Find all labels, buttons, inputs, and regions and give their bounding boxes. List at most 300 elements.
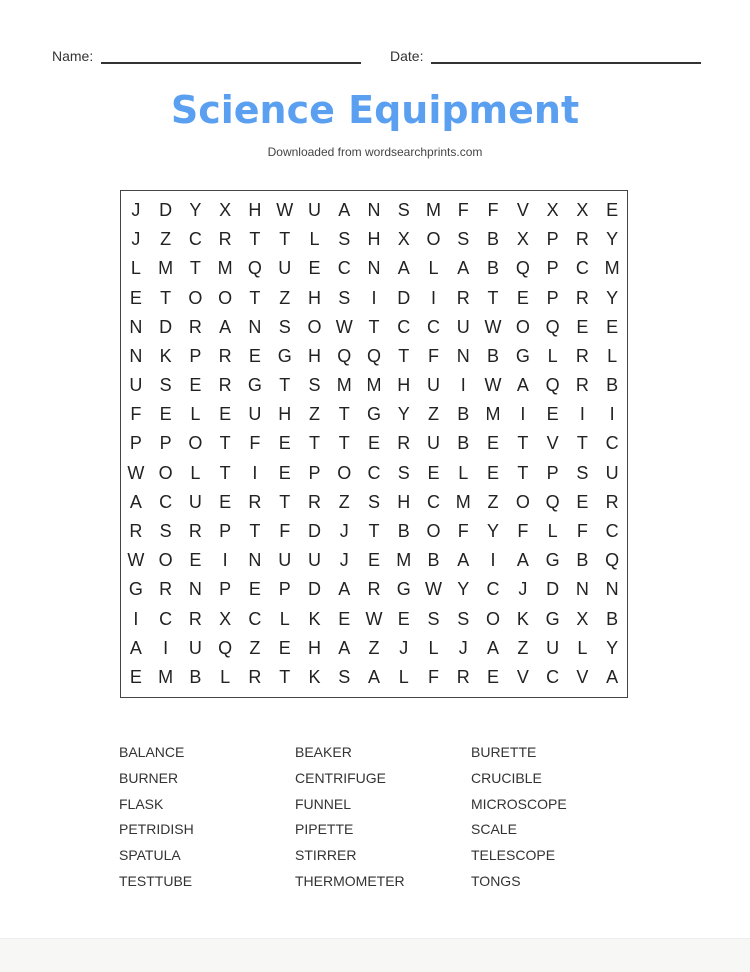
grid-letter[interactable]: P <box>546 462 559 483</box>
grid-letter[interactable]: S <box>338 287 351 308</box>
grid-letter[interactable]: U <box>546 637 560 658</box>
grid-letter[interactable]: G <box>396 579 411 600</box>
grid-letter[interactable]: U <box>307 550 321 571</box>
grid-letter[interactable]: K <box>308 608 321 629</box>
grid-letter[interactable]: L <box>428 258 439 279</box>
grid-letter[interactable]: O <box>188 433 203 454</box>
grid-letter[interactable]: R <box>307 491 321 512</box>
grid-letter[interactable]: R <box>367 579 381 600</box>
grid-letter[interactable]: E <box>576 316 589 337</box>
grid-letter[interactable]: F <box>457 521 469 542</box>
grid-letter[interactable]: R <box>575 287 589 308</box>
grid-letter[interactable]: L <box>398 666 409 687</box>
grid-letter[interactable]: M <box>485 404 501 425</box>
grid-letter[interactable]: U <box>278 550 292 571</box>
grid-letter[interactable]: C <box>159 608 173 629</box>
grid-letter[interactable]: E <box>278 462 291 483</box>
grid-letter[interactable]: Z <box>308 404 320 425</box>
grid-letter[interactable]: K <box>159 345 172 366</box>
word-list-item: TELESCOPE <box>471 847 556 864</box>
grid-letter[interactable]: Q <box>366 345 381 366</box>
word-list-item: BALANCE <box>119 744 185 760</box>
grid-letter[interactable]: T <box>279 491 291 512</box>
grid-letter[interactable]: M <box>336 375 352 396</box>
grid-letter[interactable]: S <box>457 229 470 250</box>
grid-letter[interactable]: X <box>219 608 232 629</box>
grid-letter[interactable]: E <box>248 345 261 366</box>
grid-letter[interactable]: M <box>604 258 620 279</box>
grid-letter[interactable]: J <box>339 521 349 542</box>
grid-letter[interactable]: Y <box>487 521 500 542</box>
grid-letter[interactable]: M <box>455 491 471 512</box>
grid-letter[interactable]: P <box>189 345 202 366</box>
grid-letter[interactable]: O <box>426 521 441 542</box>
grid-letter[interactable]: D <box>159 316 173 337</box>
grid-letter[interactable]: R <box>218 229 232 250</box>
grid-letter[interactable]: Z <box>160 229 172 250</box>
grid-letter[interactable]: O <box>158 462 173 483</box>
grid-letter[interactable]: L <box>220 666 231 687</box>
grid-letter[interactable]: S <box>159 521 172 542</box>
grid-letter[interactable]: T <box>249 521 261 542</box>
grid-letter[interactable]: W <box>127 462 145 483</box>
grid-letter[interactable]: N <box>188 579 202 600</box>
grid-letter[interactable]: J <box>339 550 349 571</box>
grid-letter[interactable]: E <box>278 637 291 658</box>
grid-letter[interactable]: C <box>605 521 619 542</box>
grid-letter[interactable]: R <box>188 608 202 629</box>
grid-letter[interactable]: P <box>219 521 232 542</box>
grid-letter[interactable]: Y <box>457 579 470 600</box>
grid-letter[interactable]: Z <box>279 287 291 308</box>
grid-letter[interactable]: U <box>188 491 202 512</box>
grid-letter[interactable]: L <box>428 637 439 658</box>
grid-letter[interactable]: Y <box>189 200 202 221</box>
grid-letter[interactable]: R <box>397 433 411 454</box>
grid-letter[interactable]: Z <box>338 491 350 512</box>
grid-letter[interactable]: I <box>371 287 377 308</box>
grid-letter[interactable]: U <box>427 433 441 454</box>
grid-letter[interactable]: N <box>129 345 143 366</box>
grid-letter[interactable]: R <box>605 491 619 512</box>
grid-letter[interactable]: V <box>576 666 589 687</box>
grid-letter[interactable]: I <box>431 287 437 308</box>
grid-letter[interactable]: H <box>397 375 411 396</box>
grid-letter[interactable]: S <box>457 608 470 629</box>
grid-letter[interactable]: T <box>189 258 201 279</box>
grid-letter[interactable]: G <box>128 579 143 600</box>
grid-letter[interactable]: O <box>307 316 322 337</box>
grid-letter[interactable]: G <box>247 375 262 396</box>
grid-letter[interactable]: T <box>338 433 350 454</box>
grid-letter[interactable]: E <box>606 316 619 337</box>
grid-letter[interactable]: E <box>248 579 261 600</box>
grid-letter[interactable]: Y <box>606 229 619 250</box>
grid-letter[interactable]: H <box>307 345 321 366</box>
grid-letter[interactable]: J <box>458 637 468 658</box>
grid-letter[interactable]: P <box>129 433 142 454</box>
grid-letter[interactable]: I <box>520 404 526 425</box>
grid-letter[interactable]: F <box>428 666 440 687</box>
grid-letter[interactable]: P <box>546 287 559 308</box>
grid-letter[interactable]: A <box>338 579 351 600</box>
grid-letter[interactable]: N <box>605 579 619 600</box>
grid-letter[interactable]: B <box>487 258 500 279</box>
grid-letter[interactable]: C <box>159 491 173 512</box>
grid-letter[interactable]: E <box>397 608 410 629</box>
grid-letter[interactable]: B <box>606 608 619 629</box>
grid-letter[interactable]: A <box>397 258 410 279</box>
date-field[interactable] <box>390 48 701 64</box>
grid-letter[interactable]: N <box>248 316 262 337</box>
grid-letter[interactable]: T <box>576 433 588 454</box>
grid-letter[interactable]: R <box>575 375 589 396</box>
grid-letter[interactable]: Z <box>517 637 529 658</box>
grid-letter[interactable]: X <box>546 200 559 221</box>
grid-letter[interactable]: C <box>427 491 441 512</box>
grid-letter[interactable]: N <box>456 345 470 366</box>
grid-letter[interactable]: F <box>130 404 142 425</box>
grid-letter[interactable]: T <box>279 229 291 250</box>
grid-letter[interactable]: P <box>278 579 291 600</box>
name-field[interactable] <box>52 48 361 64</box>
grid-letter[interactable]: T <box>517 433 529 454</box>
grid-letter[interactable]: T <box>308 433 320 454</box>
grid-letter[interactable]: F <box>428 345 440 366</box>
grid-letter[interactable]: E <box>606 200 619 221</box>
grid-letter[interactable]: K <box>516 608 529 629</box>
grid-letter[interactable]: C <box>605 433 619 454</box>
grid-letter[interactable]: W <box>127 550 145 571</box>
grid-letter[interactable]: H <box>307 637 321 658</box>
grid-letter[interactable]: R <box>575 345 589 366</box>
grid-letter[interactable]: M <box>366 375 382 396</box>
grid-letter[interactable]: S <box>159 375 172 396</box>
grid-letter[interactable]: T <box>338 404 350 425</box>
grid-letter[interactable]: R <box>248 491 262 512</box>
grid-letter[interactable]: B <box>427 550 440 571</box>
grid-letter[interactable]: R <box>188 521 202 542</box>
grid-letter[interactable]: O <box>515 491 530 512</box>
grid-letter[interactable]: S <box>397 200 410 221</box>
grid-letter[interactable]: Q <box>605 550 620 571</box>
grid-letter[interactable]: J <box>131 229 141 250</box>
grid-letter[interactable]: A <box>487 637 500 658</box>
grid-letter[interactable]: G <box>515 345 530 366</box>
grid-letter[interactable]: Q <box>545 375 560 396</box>
grid-letter[interactable]: K <box>308 666 321 687</box>
grid-letter[interactable]: Q <box>545 491 560 512</box>
grid-letter[interactable]: M <box>426 200 442 221</box>
grid-letter[interactable]: B <box>457 433 470 454</box>
grid-letter[interactable]: T <box>249 287 261 308</box>
grid-letter[interactable]: Z <box>487 491 499 512</box>
grid-letter[interactable]: A <box>219 316 232 337</box>
grid-letter[interactable]: C <box>575 258 589 279</box>
grid-letter[interactable]: O <box>426 229 441 250</box>
grid-letter[interactable]: T <box>398 345 410 366</box>
grid-letter[interactable]: B <box>606 375 619 396</box>
grid-letter[interactable]: L <box>577 637 588 658</box>
grid-letter[interactable]: U <box>188 637 202 658</box>
grid-letter[interactable]: A <box>516 550 529 571</box>
grid-letter[interactable]: R <box>575 229 589 250</box>
grid-letter[interactable]: B <box>397 521 410 542</box>
grid-letter[interactable]: R <box>218 345 232 366</box>
grid-letter[interactable]: U <box>129 375 143 396</box>
grid-letter[interactable]: U <box>456 316 470 337</box>
grid-letter[interactable]: X <box>219 200 232 221</box>
grid-letter[interactable]: A <box>129 637 142 658</box>
grid-letter[interactable]: I <box>222 550 228 571</box>
grid-letter[interactable]: E <box>308 258 321 279</box>
grid-letter[interactable]: A <box>129 491 142 512</box>
grid-letter[interactable]: U <box>278 258 292 279</box>
grid-letter[interactable]: I <box>163 637 169 658</box>
grid-letter[interactable]: Q <box>247 258 262 279</box>
grid-letter[interactable]: P <box>546 229 559 250</box>
grid-letter[interactable]: G <box>366 404 381 425</box>
grid-letter[interactable]: P <box>219 579 232 600</box>
grid-letter[interactable]: S <box>338 229 351 250</box>
grid-letter[interactable]: U <box>307 200 321 221</box>
grid-letter[interactable]: S <box>367 491 380 512</box>
grid-letter[interactable]: V <box>516 200 529 221</box>
grid-letter[interactable]: S <box>308 375 321 396</box>
grid-letter[interactable]: T <box>249 229 261 250</box>
grid-letter[interactable]: G <box>277 345 292 366</box>
grid-letter[interactable]: D <box>307 579 321 600</box>
grid-letter[interactable]: X <box>397 229 410 250</box>
grid-letter[interactable]: A <box>338 200 351 221</box>
grid-letter[interactable]: H <box>248 200 262 221</box>
grid-letter[interactable]: G <box>545 550 560 571</box>
grid-letter[interactable]: E <box>487 666 500 687</box>
grid-letter[interactable]: Y <box>606 637 619 658</box>
grid-letter[interactable]: T <box>487 287 499 308</box>
grid-letter[interactable]: R <box>248 666 262 687</box>
grid-letter[interactable]: R <box>188 316 202 337</box>
grid-letter[interactable]: B <box>487 229 500 250</box>
grid-letter[interactable]: B <box>487 345 500 366</box>
grid-letter[interactable]: Z <box>428 404 440 425</box>
grid-letter[interactable]: U <box>605 462 619 483</box>
grid-letter[interactable]: E <box>367 550 380 571</box>
grid-letter[interactable]: C <box>397 316 411 337</box>
grid-letter[interactable]: A <box>516 375 529 396</box>
grid-letter[interactable]: D <box>546 579 560 600</box>
grid-letter[interactable]: Y <box>397 404 410 425</box>
grid-letter[interactable]: H <box>278 404 292 425</box>
grid-letter[interactable]: Q <box>218 637 233 658</box>
grid-letter[interactable]: N <box>575 579 589 600</box>
grid-letter[interactable]: S <box>397 462 410 483</box>
grid-letter[interactable]: T <box>517 462 529 483</box>
grid-letter[interactable]: O <box>515 316 530 337</box>
grid-letter[interactable]: D <box>397 287 411 308</box>
grid-letter[interactable]: H <box>397 491 411 512</box>
grid-letter[interactable]: F <box>517 521 529 542</box>
grid-letter[interactable]: D <box>307 521 321 542</box>
grid-letter[interactable]: A <box>457 258 470 279</box>
grid-letter[interactable]: E <box>129 666 142 687</box>
grid-letter[interactable]: N <box>367 258 381 279</box>
grid-letter[interactable]: O <box>218 287 233 308</box>
grid-letter[interactable]: M <box>158 666 174 687</box>
grid-letter[interactable]: Q <box>337 345 352 366</box>
grid-letter[interactable]: R <box>456 666 470 687</box>
grid-letter[interactable]: S <box>576 462 589 483</box>
grid-letter[interactable]: W <box>276 200 294 221</box>
grid-letter[interactable]: T <box>219 433 231 454</box>
grid-letter[interactable]: J <box>399 637 409 658</box>
grid-letter[interactable]: L <box>130 258 141 279</box>
grid-letter[interactable]: V <box>546 433 559 454</box>
grid-letter[interactable]: T <box>219 462 231 483</box>
grid-letter[interactable]: P <box>159 433 172 454</box>
grid-letter[interactable]: T <box>279 666 291 687</box>
grid-letter[interactable]: F <box>249 433 261 454</box>
grid-letter[interactable]: E <box>338 608 351 629</box>
grid-letter[interactable]: V <box>516 666 529 687</box>
grid-letter[interactable]: M <box>396 550 412 571</box>
grid-letter[interactable]: W <box>425 579 443 600</box>
grid-letter[interactable]: S <box>278 316 291 337</box>
grid-letter[interactable]: I <box>490 550 496 571</box>
grid-letter[interactable]: E <box>159 404 172 425</box>
grid-letter[interactable]: L <box>607 345 618 366</box>
grid-letter[interactable]: L <box>190 404 201 425</box>
grid-letter[interactable]: L <box>279 608 290 629</box>
grid-letter[interactable]: L <box>309 229 320 250</box>
grid-letter[interactable]: Q <box>545 316 560 337</box>
grid-letter[interactable]: E <box>278 433 291 454</box>
grid-letter[interactable]: E <box>189 550 202 571</box>
grid-letter[interactable]: A <box>606 666 619 687</box>
grid-letter[interactable]: P <box>546 258 559 279</box>
word-search-grid <box>120 190 628 698</box>
grid-letter[interactable]: C <box>546 666 560 687</box>
grid-letter[interactable]: X <box>576 200 589 221</box>
grid-letter[interactable]: O <box>188 287 203 308</box>
grid-letter[interactable]: I <box>252 462 258 483</box>
grid-letter[interactable]: F <box>279 521 291 542</box>
grid-letter[interactable]: N <box>129 316 143 337</box>
grid-letter[interactable]: R <box>159 579 173 600</box>
grid-letter[interactable]: E <box>546 404 559 425</box>
grid-letter[interactable]: G <box>545 608 560 629</box>
grid-letter[interactable]: C <box>486 579 500 600</box>
name-line <box>101 50 361 64</box>
grid-letter[interactable]: B <box>457 404 470 425</box>
grid-letter[interactable]: R <box>129 521 143 542</box>
grid-letter[interactable]: T <box>368 316 380 337</box>
grid-letter[interactable]: W <box>484 375 502 396</box>
word-list-item: STIRRER <box>295 847 357 864</box>
grid-letter[interactable]: E <box>129 287 142 308</box>
grid-letter[interactable]: A <box>457 550 470 571</box>
grid-letter[interactable]: F <box>576 521 588 542</box>
grid-letter[interactable]: T <box>279 375 291 396</box>
grid-letter[interactable]: C <box>337 258 351 279</box>
grid-letter[interactable]: W <box>365 608 383 629</box>
grid-letter[interactable]: L <box>190 462 201 483</box>
grid-letter[interactable]: X <box>576 608 589 629</box>
grid-letter[interactable]: S <box>338 666 351 687</box>
grid-letter[interactable]: D <box>159 200 173 221</box>
grid-letter[interactable]: Z <box>368 637 380 658</box>
grid-letter[interactable]: E <box>427 462 440 483</box>
grid-letter[interactable]: J <box>131 200 141 221</box>
grid-letter[interactable]: E <box>219 404 232 425</box>
grid-letter[interactable]: M <box>158 258 174 279</box>
grid-letter[interactable]: F <box>457 200 469 221</box>
grid-letter[interactable]: M <box>217 258 233 279</box>
word-list-item: BURNER <box>119 769 179 786</box>
grid-letter[interactable]: S <box>427 608 440 629</box>
grid-letter[interactable]: Z <box>249 637 261 658</box>
grid-letter[interactable]: E <box>367 433 380 454</box>
grid-letter[interactable]: A <box>338 637 351 658</box>
grid-letter[interactable]: O <box>486 608 501 629</box>
grid-letter[interactable]: F <box>487 200 499 221</box>
grid-letter[interactable]: X <box>516 229 529 250</box>
grid-letter[interactable]: E <box>516 287 529 308</box>
grid-letter[interactable]: L <box>458 462 469 483</box>
grid-letter[interactable]: N <box>248 550 262 571</box>
date-line <box>431 50 701 64</box>
grid-letter[interactable]: B <box>576 550 589 571</box>
grid-letter[interactable]: E <box>487 462 500 483</box>
grid-letter[interactable]: Q <box>515 258 530 279</box>
grid-letter[interactable]: L <box>547 521 558 542</box>
grid-letter[interactable]: J <box>518 579 528 600</box>
word-list-item: SPATULA <box>119 847 181 864</box>
grid-letter[interactable]: E <box>576 491 589 512</box>
grid-letter[interactable]: P <box>308 462 321 483</box>
grid-letter[interactable]: I <box>579 404 585 425</box>
grid-letter[interactable]: L <box>547 345 558 366</box>
grid-letter[interactable]: N <box>367 200 381 221</box>
grid-letter[interactable]: E <box>219 491 232 512</box>
grid-letter[interactable]: I <box>609 404 615 425</box>
grid-letter[interactable]: W <box>484 316 502 337</box>
grid-letter[interactable]: W <box>335 316 353 337</box>
grid-letter[interactable]: H <box>367 229 381 250</box>
grid-letter[interactable]: C <box>427 316 441 337</box>
grid-letter[interactable]: U <box>248 404 262 425</box>
grid-letter[interactable]: O <box>158 550 173 571</box>
grid-letter[interactable]: B <box>189 666 202 687</box>
grid-letter[interactable]: E <box>487 433 500 454</box>
grid-letter[interactable]: C <box>248 608 262 629</box>
grid-letter[interactable]: O <box>337 462 352 483</box>
grid-letter[interactable]: T <box>160 287 172 308</box>
grid-letter[interactable]: A <box>367 666 380 687</box>
grid-letter[interactable]: I <box>133 608 139 629</box>
grid-letter[interactable]: H <box>307 287 321 308</box>
word-list-item: BEAKER <box>295 744 352 760</box>
grid-letter[interactable]: C <box>188 229 202 250</box>
grid-letter[interactable]: E <box>189 375 202 396</box>
grid-letter[interactable]: R <box>456 287 470 308</box>
grid-letter[interactable]: R <box>218 375 232 396</box>
grid-letter[interactable]: U <box>427 375 441 396</box>
grid-letter[interactable]: C <box>367 462 381 483</box>
grid-letter[interactable]: Y <box>606 287 619 308</box>
grid-letter[interactable]: T <box>368 521 380 542</box>
grid-letter[interactable]: I <box>460 375 466 396</box>
